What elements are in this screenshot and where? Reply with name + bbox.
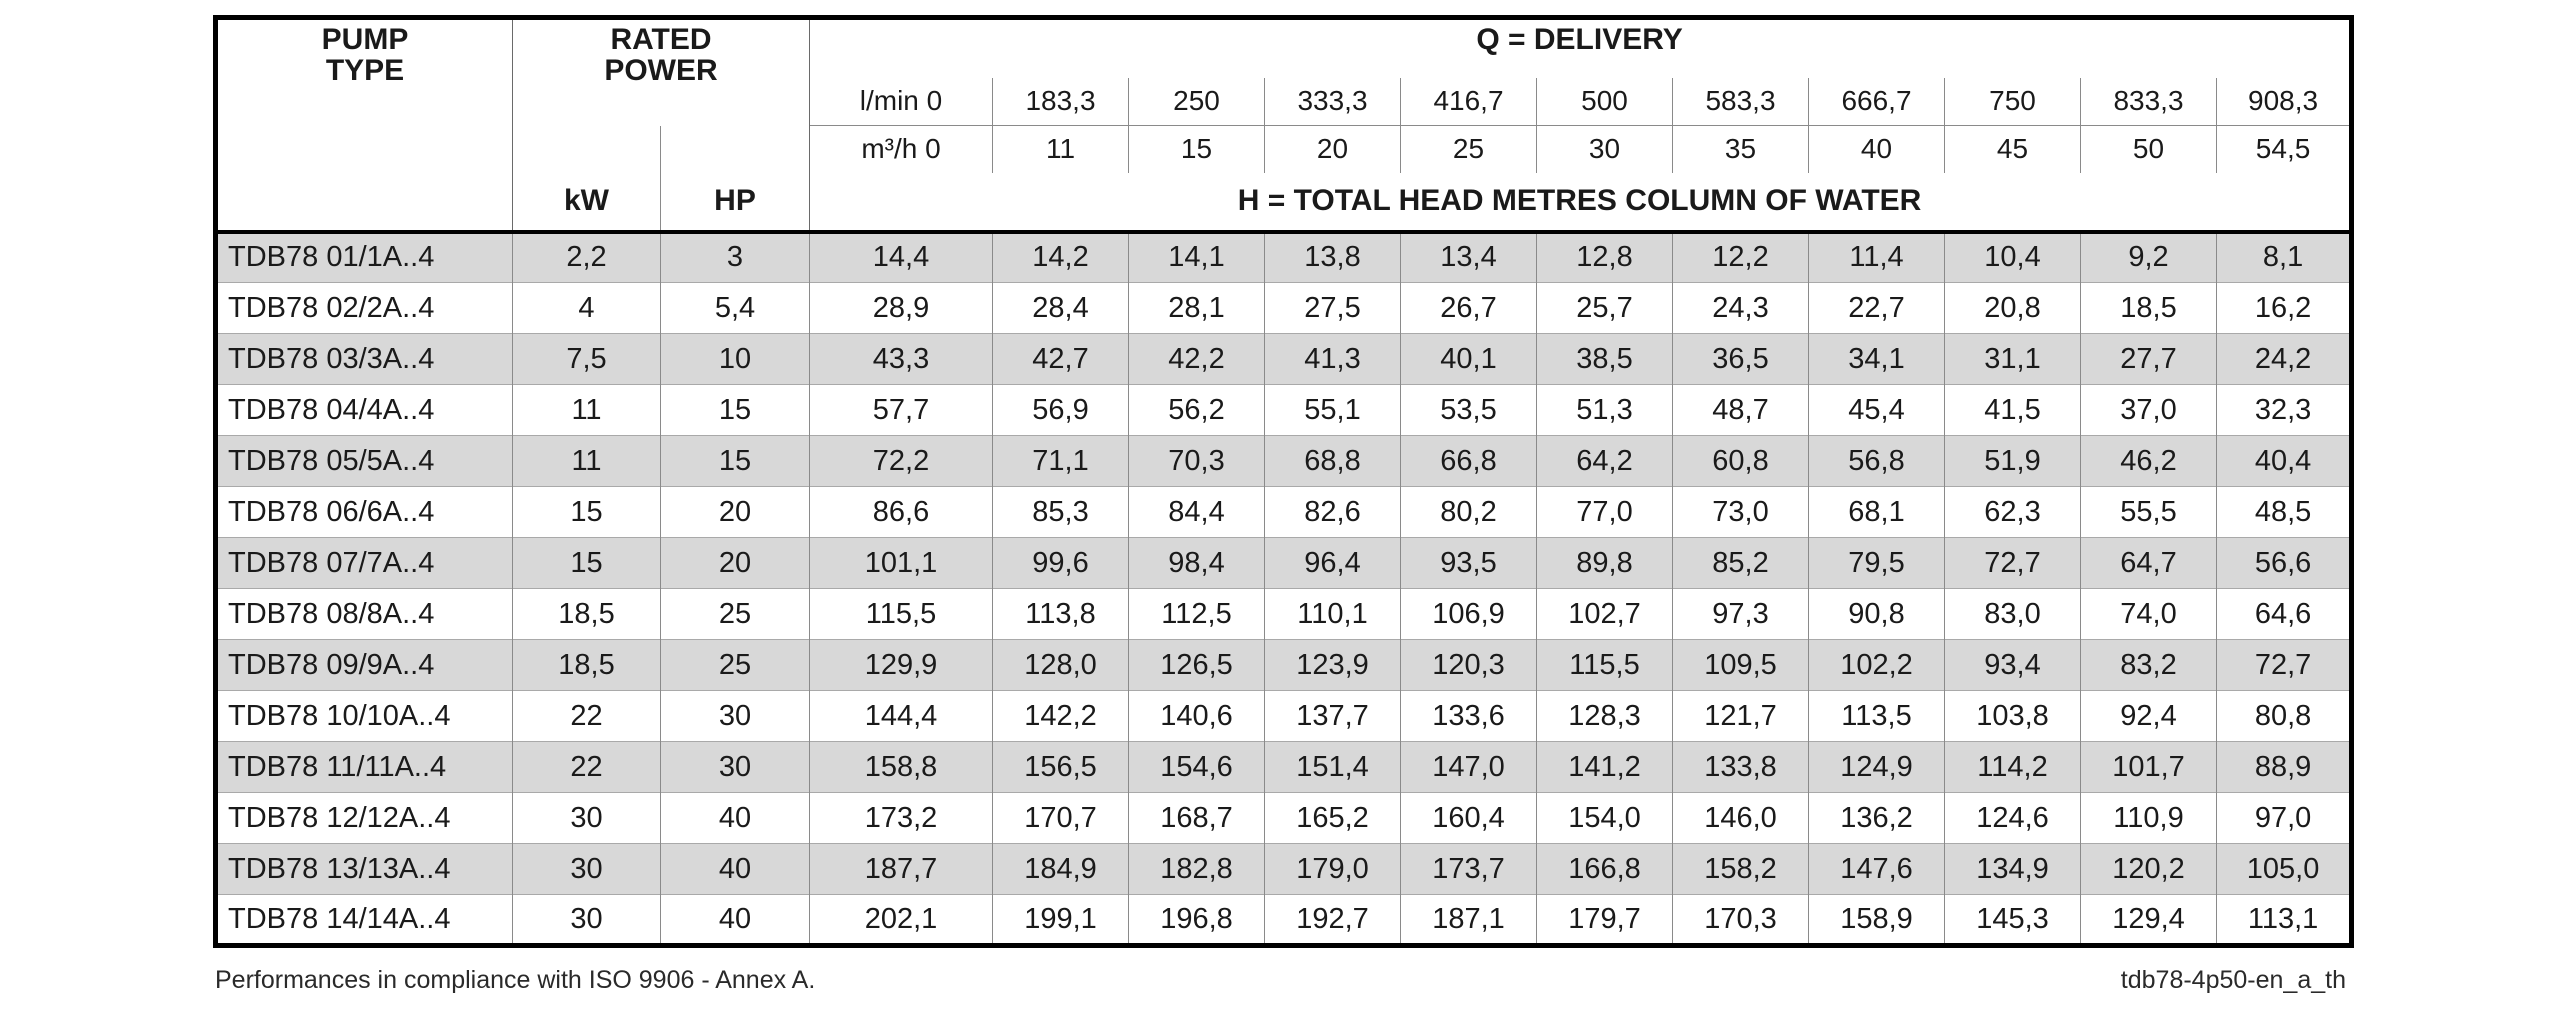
head-cell: 182,8 <box>1129 844 1265 895</box>
head-cell: 97,3 <box>1673 589 1809 640</box>
head-cell: 25,7 <box>1537 283 1673 334</box>
head-cell: 121,7 <box>1673 691 1809 742</box>
head-cell: 8,1 <box>2217 232 2352 283</box>
flow-lmin-cell: 416,7 <box>1401 78 1537 126</box>
flow-m3h-cell: 20 <box>1265 126 1401 173</box>
header-row-units <box>216 173 2352 232</box>
head-cell: 55,5 <box>2081 487 2217 538</box>
head-cell: 27,5 <box>1265 283 1401 334</box>
head-cell: 51,9 <box>1945 436 2081 487</box>
hp-cell: 25 <box>661 589 810 640</box>
flow-lmin-cell: 833,3 <box>2081 78 2217 126</box>
flow-m3h-cell: 25 <box>1401 126 1537 173</box>
hp-cell: 30 <box>661 742 810 793</box>
head-cell: 101,1 <box>810 538 993 589</box>
head-cell: 24,2 <box>2217 334 2352 385</box>
head-cell: 120,2 <box>2081 844 2217 895</box>
head-cell: 41,5 <box>1945 385 2081 436</box>
head-cell: 85,3 <box>993 487 1129 538</box>
hp-cell: 5,4 <box>661 283 810 334</box>
head-cell: 38,5 <box>1537 334 1673 385</box>
head-cell: 10,4 <box>1945 232 2081 283</box>
head-cell: 128,0 <box>993 640 1129 691</box>
footer <box>213 966 2348 995</box>
head-cell: 109,5 <box>1673 640 1809 691</box>
table-row <box>216 232 2352 283</box>
head-cell: 60,8 <box>1673 436 1809 487</box>
kw-label: kW <box>513 173 661 232</box>
delivery-title: Q = DELIVERY <box>1476 23 1683 56</box>
head-cell: 56,6 <box>2217 538 2352 589</box>
head-cell: 96,4 <box>1265 538 1401 589</box>
head-cell: 170,3 <box>1673 895 1809 946</box>
rated-power-line1: RATED <box>610 23 712 56</box>
pump-type-cell: TDB78 04/4A..4 <box>216 385 513 436</box>
kw-stub-cell <box>513 126 661 173</box>
head-cell: 113,5 <box>1809 691 1945 742</box>
head-cell: 89,8 <box>1537 538 1673 589</box>
table-row <box>216 742 2352 793</box>
kw-cell: 15 <box>513 538 661 589</box>
head-cell: 133,8 <box>1673 742 1809 793</box>
head-cell: 28,9 <box>810 283 993 334</box>
head-cell: 45,4 <box>1809 385 1945 436</box>
flow-lmin-cell: 583,3 <box>1673 78 1809 126</box>
head-cell: 184,9 <box>993 844 1129 895</box>
head-cell: 165,2 <box>1265 793 1401 844</box>
head-cell: 156,5 <box>993 742 1129 793</box>
head-cell: 14,2 <box>993 232 1129 283</box>
head-cell: 83,0 <box>1945 589 2081 640</box>
head-cell: 64,7 <box>2081 538 2217 589</box>
flow-m3h-cell: 30 <box>1537 126 1673 173</box>
flow-m3h-cell: 11 <box>993 126 1129 173</box>
head-cell: 51,3 <box>1537 385 1673 436</box>
pump-type-cell: TDB78 02/2A..4 <box>216 283 513 334</box>
head-cell: 115,5 <box>1537 640 1673 691</box>
head-cell: 145,3 <box>1945 895 2081 946</box>
head-cell: 27,7 <box>2081 334 2217 385</box>
head-cell: 82,6 <box>1265 487 1401 538</box>
head-cell: 128,3 <box>1537 691 1673 742</box>
kw-cell: 15 <box>513 487 661 538</box>
head-cell: 98,4 <box>1129 538 1265 589</box>
hp-cell: 10 <box>661 334 810 385</box>
head-cell: 124,9 <box>1809 742 1945 793</box>
head-cell: 168,7 <box>1129 793 1265 844</box>
head-cell: 57,7 <box>810 385 993 436</box>
kw-cell: 2,2 <box>513 232 661 283</box>
flow-m3h-cell: m³/h 0 <box>810 126 993 173</box>
kw-cell: 22 <box>513 742 661 793</box>
flow-lmin-cell: 333,3 <box>1265 78 1401 126</box>
doc-code: tdb78-4p50-en_a_th <box>2120 966 2346 994</box>
table-row <box>216 793 2352 844</box>
head-cell: 154,6 <box>1129 742 1265 793</box>
flow-m3h-cell: 54,5 <box>2217 126 2352 173</box>
flow-m3h-cell: 15 <box>1129 126 1265 173</box>
head-cell: 34,1 <box>1809 334 1945 385</box>
head-cell: 110,1 <box>1265 589 1401 640</box>
head-cell: 140,6 <box>1129 691 1265 742</box>
header-row-m3h <box>216 126 2352 173</box>
pump-type-cell: TDB78 07/7A..4 <box>216 538 513 589</box>
table-row <box>216 844 2352 895</box>
table-row <box>216 640 2352 691</box>
head-cell: 79,5 <box>1809 538 1945 589</box>
head-cell: 120,3 <box>1401 640 1537 691</box>
head-cell: 18,5 <box>2081 283 2217 334</box>
head-cell: 42,7 <box>993 334 1129 385</box>
head-cell: 123,9 <box>1265 640 1401 691</box>
head-cell: 84,4 <box>1129 487 1265 538</box>
flow-lmin-cell: 908,3 <box>2217 78 2352 126</box>
head-cell: 72,2 <box>810 436 993 487</box>
rated-power-header <box>513 18 810 126</box>
table-row <box>216 436 2352 487</box>
pump-type-cell: TDB78 03/3A..4 <box>216 334 513 385</box>
kw-cell: 30 <box>513 895 661 946</box>
kw-cell: 11 <box>513 436 661 487</box>
head-cell: 72,7 <box>2217 640 2352 691</box>
pump-type-cell: TDB78 01/1A..4 <box>228 241 435 274</box>
pump-type-cell: TDB78 05/5A..4 <box>216 436 513 487</box>
head-cell: 28,1 <box>1129 283 1265 334</box>
pump-type-cell: TDB78 13/13A..4 <box>216 844 513 895</box>
head-cell: 56,8 <box>1809 436 1945 487</box>
head-cell: 151,4 <box>1265 742 1401 793</box>
hp-label: HP <box>661 173 810 232</box>
head-cell: 36,5 <box>1673 334 1809 385</box>
head-cell: 103,8 <box>1945 691 2081 742</box>
head-cell: 126,5 <box>1129 640 1265 691</box>
head-cell: 68,8 <box>1265 436 1401 487</box>
hp-cell: 3 <box>661 232 810 283</box>
head-cell: 202,1 <box>810 895 993 946</box>
head-cell: 13,4 <box>1401 232 1537 283</box>
head-cell: 28,4 <box>993 283 1129 334</box>
kw-cell: 18,5 <box>513 640 661 691</box>
head-cell: 56,2 <box>1129 385 1265 436</box>
head-cell: 12,2 <box>1673 232 1809 283</box>
head-cell: 141,2 <box>1537 742 1673 793</box>
head-cell: 146,0 <box>1673 793 1809 844</box>
head-cell: 73,0 <box>1673 487 1809 538</box>
hp-cell: 15 <box>661 385 810 436</box>
head-cell: 46,2 <box>2081 436 2217 487</box>
head-cell: 115,5 <box>810 589 993 640</box>
head-cell: 102,7 <box>1537 589 1673 640</box>
kw-cell: 7,5 <box>513 334 661 385</box>
head-cell: 158,8 <box>810 742 993 793</box>
head-cell: 93,4 <box>1945 640 2081 691</box>
head-cell: 55,1 <box>1265 385 1401 436</box>
pump-type-cell: TDB78 12/12A..4 <box>216 793 513 844</box>
pump-type-line1: PUMP <box>321 23 409 56</box>
pump-type-cell: TDB78 11/11A..4 <box>216 742 513 793</box>
hp-cell: 15 <box>661 436 810 487</box>
head-cell: 77,0 <box>1537 487 1673 538</box>
head-cell: 66,8 <box>1401 436 1537 487</box>
head-cell: 71,1 <box>993 436 1129 487</box>
head-cell: 20,8 <box>1945 283 2081 334</box>
head-cell: 137,7 <box>1265 691 1401 742</box>
flow-lmin-cell: 750 <box>1945 78 2081 126</box>
head-cell: 110,9 <box>2081 793 2217 844</box>
head-cell: 129,4 <box>2081 895 2217 946</box>
flow-lmin-cell: 666,7 <box>1809 78 1945 126</box>
head-cell: 133,6 <box>1401 691 1537 742</box>
head-cell: 92,4 <box>2081 691 2217 742</box>
head-cell: 173,2 <box>810 793 993 844</box>
head-cell: 134,9 <box>1945 844 2081 895</box>
head-cell: 101,7 <box>2081 742 2217 793</box>
head-cell: 31,1 <box>1945 334 2081 385</box>
pump-type-cell: TDB78 14/14A..4 <box>216 895 513 946</box>
head-cell: 74,0 <box>2081 589 2217 640</box>
head-cell: 158,9 <box>1809 895 1945 946</box>
head-cell: 56,9 <box>993 385 1129 436</box>
flow-lmin-cell: 500 <box>1537 78 1673 126</box>
head-cell: 196,8 <box>1129 895 1265 946</box>
head-cell: 173,7 <box>1401 844 1537 895</box>
hp-cell: 40 <box>661 793 810 844</box>
head-cell: 9,2 <box>2081 232 2217 283</box>
flow-lmin-cell: l/min 0 <box>810 78 993 126</box>
table-row <box>216 691 2352 742</box>
head-cell: 68,1 <box>1809 487 1945 538</box>
flow-m3h-cell: 50 <box>2081 126 2217 173</box>
head-cell: 62,3 <box>1945 487 2081 538</box>
table-row <box>216 385 2352 436</box>
table-row <box>216 589 2352 640</box>
table-row <box>216 334 2352 385</box>
head-cell: 40,4 <box>2217 436 2352 487</box>
head-cell: 80,2 <box>1401 487 1537 538</box>
head-cell: 112,5 <box>1129 589 1265 640</box>
head-cell: 136,2 <box>1809 793 1945 844</box>
pump-type-line2: TYPE <box>325 54 405 87</box>
head-cell: 53,5 <box>1401 385 1537 436</box>
flow-lmin-cell: 250 <box>1129 78 1265 126</box>
head-cell: 93,5 <box>1401 538 1537 589</box>
header-row-titles <box>216 18 2352 78</box>
head-cell: 166,8 <box>1537 844 1673 895</box>
kw-cell: 11 <box>513 385 661 436</box>
head-cell: 72,7 <box>1945 538 2081 589</box>
head-cell: 88,9 <box>2217 742 2352 793</box>
pump-type-cell: TDB78 08/8A..4 <box>216 589 513 640</box>
kw-cell: 22 <box>513 691 661 742</box>
head-cell: 14,4 <box>810 232 993 283</box>
head-cell: 124,6 <box>1945 793 2081 844</box>
head-cell: 170,7 <box>993 793 1129 844</box>
table-row <box>216 895 2352 946</box>
head-cell: 106,9 <box>1401 589 1537 640</box>
head-cell: 11,4 <box>1809 232 1945 283</box>
table-row <box>216 283 2352 334</box>
table-row <box>216 487 2352 538</box>
kw-cell: 4 <box>513 283 661 334</box>
head-cell: 43,3 <box>810 334 993 385</box>
head-cell: 16,2 <box>2217 283 2352 334</box>
head-cell: 160,4 <box>1401 793 1537 844</box>
total-head-title: H = TOTAL HEAD METRES COLUMN OF WATER <box>810 173 2352 232</box>
head-cell: 80,8 <box>2217 691 2352 742</box>
head-cell: 187,7 <box>810 844 993 895</box>
head-cell: 48,7 <box>1673 385 1809 436</box>
pump-performance-table <box>213 15 2354 948</box>
pump-type-cell: TDB78 10/10A..4 <box>216 691 513 742</box>
pump-type-cell: TDB78 09/9A..4 <box>216 640 513 691</box>
head-cell: 85,2 <box>1673 538 1809 589</box>
head-cell: 83,2 <box>2081 640 2217 691</box>
head-cell: 147,0 <box>1401 742 1537 793</box>
flow-lmin-cell: 183,3 <box>993 78 1129 126</box>
head-cell: 158,2 <box>1673 844 1809 895</box>
head-cell: 129,9 <box>810 640 993 691</box>
head-cell: 114,2 <box>1945 742 2081 793</box>
hp-cell: 20 <box>661 487 810 538</box>
head-cell: 41,3 <box>1265 334 1401 385</box>
pump-type-header <box>216 18 513 232</box>
hp-stub-cell <box>661 126 810 173</box>
head-cell: 187,1 <box>1401 895 1537 946</box>
head-cell: 14,1 <box>1129 232 1265 283</box>
head-cell: 179,7 <box>1537 895 1673 946</box>
hp-cell: 30 <box>661 691 810 742</box>
head-cell: 26,7 <box>1401 283 1537 334</box>
head-cell: 42,2 <box>1129 334 1265 385</box>
hp-cell: 40 <box>661 844 810 895</box>
head-cell: 86,6 <box>810 487 993 538</box>
flow-m3h-cell: 40 <box>1809 126 1945 173</box>
head-cell: 24,3 <box>1673 283 1809 334</box>
head-cell: 199,1 <box>993 895 1129 946</box>
head-cell: 105,0 <box>2217 844 2352 895</box>
head-cell: 113,8 <box>993 589 1129 640</box>
head-cell: 64,2 <box>1537 436 1673 487</box>
pump-type-cell: TDB78 06/6A..4 <box>216 487 513 538</box>
head-cell: 40,1 <box>1401 334 1537 385</box>
kw-cell: 30 <box>513 844 661 895</box>
head-cell: 147,6 <box>1809 844 1945 895</box>
head-cell: 142,2 <box>993 691 1129 742</box>
head-cell: 102,2 <box>1809 640 1945 691</box>
compliance-note: Performances in compliance with ISO 9906 - Annex A. <box>215 966 816 994</box>
head-cell: 22,7 <box>1809 283 1945 334</box>
head-cell: 64,6 <box>2217 589 2352 640</box>
kw-cell: 18,5 <box>513 589 661 640</box>
head-cell: 90,8 <box>1809 589 1945 640</box>
head-cell: 70,3 <box>1129 436 1265 487</box>
kw-cell: 30 <box>513 793 661 844</box>
head-cell: 179,0 <box>1265 844 1401 895</box>
head-cell: 13,8 <box>1265 232 1401 283</box>
head-cell: 144,4 <box>810 691 993 742</box>
head-cell: 12,8 <box>1537 232 1673 283</box>
head-cell: 99,6 <box>993 538 1129 589</box>
head-cell: 113,1 <box>2217 895 2352 946</box>
head-cell: 154,0 <box>1537 793 1673 844</box>
table-row <box>216 538 2352 589</box>
head-cell: 48,5 <box>2217 487 2352 538</box>
rated-power-line2: POWER <box>604 54 718 87</box>
hp-cell: 20 <box>661 538 810 589</box>
flow-m3h-cell: 35 <box>1673 126 1809 173</box>
hp-cell: 40 <box>661 895 810 946</box>
head-cell: 97,0 <box>2217 793 2352 844</box>
head-cell: 37,0 <box>2081 385 2217 436</box>
head-cell: 192,7 <box>1265 895 1401 946</box>
head-cell: 32,3 <box>2217 385 2352 436</box>
flow-m3h-cell: 45 <box>1945 126 2081 173</box>
hp-cell: 25 <box>661 640 810 691</box>
